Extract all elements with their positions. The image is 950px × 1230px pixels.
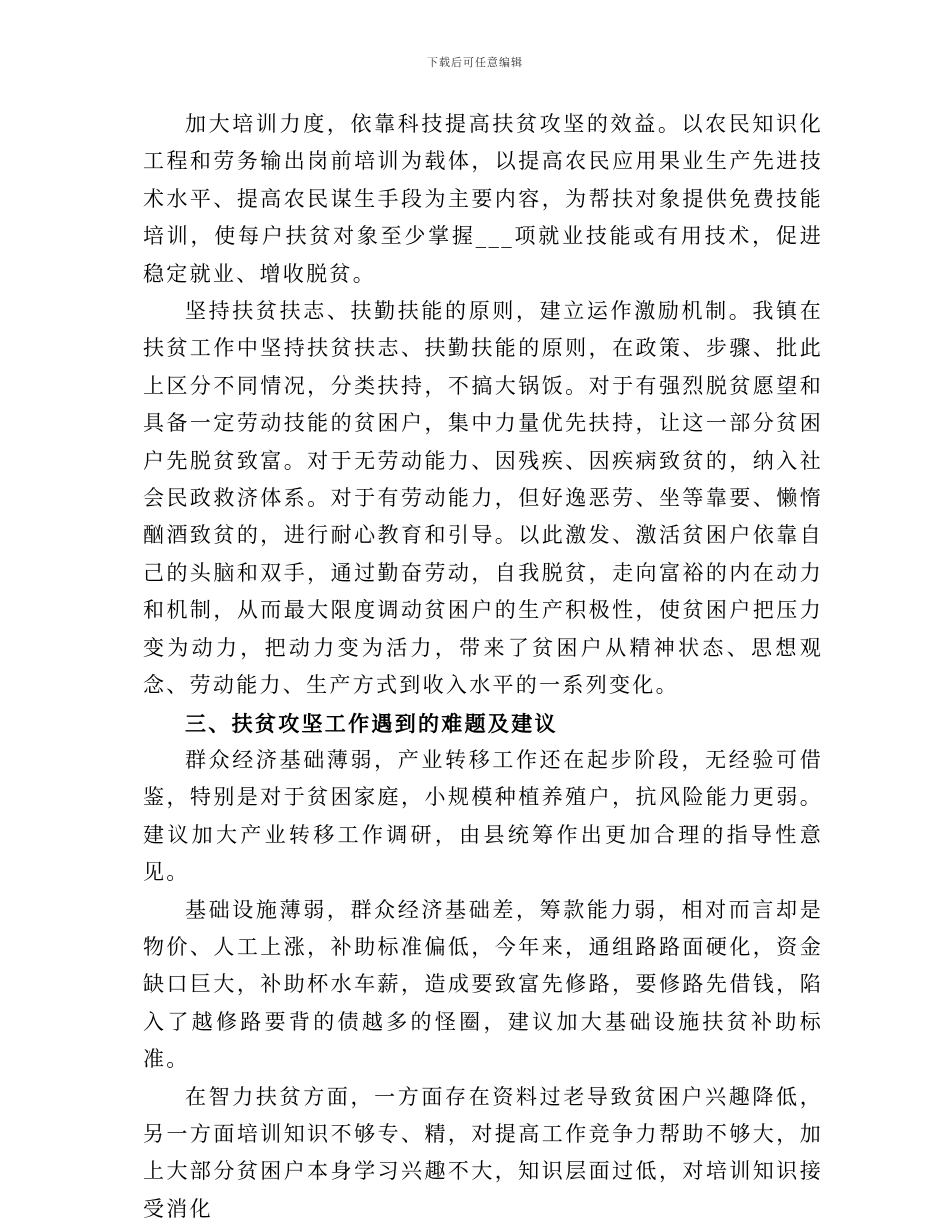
document-body	[143, 106, 823, 1228]
paragraph-economic-base: 群众经济基础薄弱，产业转移工作还在起步阶段，无经验可借鉴，特别是对于贫困家庭，小规模种植养殖户，抗风险能力更弱。建议加大产业转移工作调研，由县统筹作出更加合理的指导性意见。	[143, 747, 823, 885]
page-header: 下载后可任意编辑	[427, 56, 523, 69]
paragraph-incentive-mechanism: 坚持扶贫扶志、扶勤扶能的原则，建立运作激励机制。我镇在扶贫工作中坚持扶贫扶志、扶勤扶能的原则，在政策、步骤、批此上区分不同情况，分类扶持，不搞大锅饭。对于有强烈脱贫愿望和具备一定劳动技能的贫困户，集中力量优先扶持，让这一部分贫困户先脱贫致富。对于无劳动能力、因残疾、因疾病致贫的，纳入社会民政救济体系。对于有劳动能力，但好逸恶劳、坐等靠要、懒惰酗酒致贫的，进行耐心教育和引导。以此激发、激活贫困户依靠自己的头脑和双手，通过勤奋劳动，自我脱贫，走向富裕的内在动力和机制，从而最大限度调动贫困户的生产积极性，使贫困户把压力变为动力，把动力变为活力，带来了贫困户从精神状态、思想观念、劳动能力、生产方式到收入水平的一系列变化。	[143, 299, 823, 698]
paragraph-infrastructure: 基础设施薄弱，群众经济基础差，筹款能力弱，相对而言却是物价、人工上涨，补助标准偏低，今年来，通组路路面硬化，资金缺口巨大，补助杯水车薪，造成要致富先修路，要修路先借钱，陷入了越修路要背的债越多的怪圈，建议加大基础设施扶贫补助标准。	[143, 897, 823, 1072]
paragraph-training: 加大培训力度，依靠科技提高扶贫攻坚的效益。以农民知识化工程和劳务输出岗前培训为载体，以提高农民应用果业生产先进技术水平、提高农民谋生手段为主要内容，为帮扶对象提供免费技能培训，使每户扶贫对象至少掌握___项就业技能或有用技术，促进稳定就业、增收脱贫。	[143, 112, 823, 286]
paragraph-intellectual-aid: 在智力扶贫方面，一方面存在资料过老导致贫困户兴趣降低，另一方面培训知识不够专、精，对提高工作竞争力帮助不够大，加上大部分贫困户本身学习兴趣不大，知识层面过低，对培训知识接受消化	[143, 1084, 823, 1221]
section-heading: 三、扶贫攻坚工作遇到的难题及建议	[185, 710, 558, 736]
